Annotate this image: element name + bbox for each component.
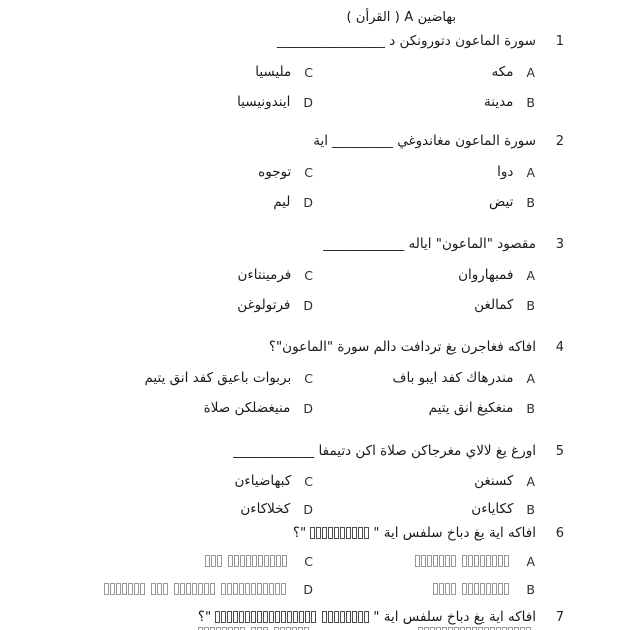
missing-glyph-group: [415, 555, 456, 567]
question-5-line: [40, 443, 564, 463]
option-text: ليم: [273, 194, 291, 210]
missing-glyph-box: [293, 611, 298, 623]
missing-glyph-box: [498, 583, 503, 595]
question-3-options: [40, 260, 535, 320]
question-number: 7: [555, 610, 564, 625]
missing-glyph-box: [358, 611, 363, 623]
question-text-before: افاكه اية يغ دباخ سلفس اية ": [373, 525, 536, 541]
missing-glyph-box: [334, 527, 339, 539]
missing-glyph-box: [328, 611, 333, 623]
missing-glyph-box: [480, 555, 485, 567]
missing-glyph-box: [263, 583, 268, 595]
option-letter: C: [304, 164, 313, 180]
question-1: [40, 33, 564, 117]
missing-glyph-box: [221, 583, 226, 595]
missing-glyph-box: [110, 583, 115, 595]
missing-glyph-box: [364, 527, 369, 539]
question-7-line: [40, 609, 564, 625]
missing-glyph-box: [221, 611, 226, 623]
missing-glyph-box: [322, 611, 327, 623]
missing-glyph-verse: [310, 527, 369, 539]
missing-glyph-box: [474, 555, 479, 567]
question-text: مقصود "الماعون" اياله ____________: [323, 236, 536, 252]
missing-glyph-box: [451, 583, 456, 595]
section-title: بهاضين A ( القرأن ): [346, 10, 456, 25]
option-d: [204, 393, 313, 423]
missing-glyph-box: [480, 583, 485, 595]
missing-glyph-box: [427, 555, 432, 567]
option-d: [273, 187, 313, 217]
question-3-line: [40, 236, 564, 256]
question-number: 3: [555, 237, 564, 252]
question-4-options: [40, 363, 535, 423]
option-a: [497, 157, 535, 187]
option-letter: A: [526, 164, 535, 180]
missing-glyph-box: [468, 555, 473, 567]
missing-glyph-box: [233, 583, 238, 595]
missing-glyph-box: [215, 611, 220, 623]
missing-glyph-box: [352, 527, 357, 539]
missing-glyph-box: [352, 611, 357, 623]
missing-glyph-group: [433, 583, 456, 595]
question-5: [40, 443, 564, 523]
missing-glyph-box: [186, 583, 191, 595]
option-text: ككاياءن: [471, 501, 514, 517]
option-text: مليسيا: [255, 64, 292, 80]
option-letter: B: [526, 94, 535, 110]
missing-glyph-box: [205, 555, 210, 567]
missing-glyph-box: [311, 611, 316, 623]
missing-glyph-box: [462, 583, 467, 595]
question-7-options: [40, 625, 535, 630]
option-letter: C: [304, 473, 313, 489]
option-a: [411, 547, 535, 575]
missing-glyph-box: [346, 611, 351, 623]
missing-glyph-box: [211, 555, 216, 567]
question-text-after: "؟: [197, 609, 212, 625]
question-6-options: [40, 547, 535, 603]
question-4-line: [40, 339, 564, 359]
missing-glyph-box: [275, 611, 280, 623]
option-text: منيغضلكن صلاة: [203, 400, 291, 416]
missing-glyph-box: [239, 583, 244, 595]
missing-glyph-box: [210, 583, 215, 595]
question-6: [40, 525, 564, 603]
option-text: توجوه: [258, 164, 292, 180]
option-letter: C: [304, 64, 313, 80]
missing-glyph-box: [421, 555, 426, 567]
missing-glyph-box: [228, 555, 233, 567]
missing-glyph-box: [504, 583, 509, 595]
question-number: 4: [555, 340, 564, 355]
missing-glyph-box: [116, 583, 121, 595]
missing-glyph-box: [258, 555, 263, 567]
option-letter: B: [526, 400, 535, 416]
missing-glyph-group: [215, 611, 316, 623]
option-c: [194, 625, 313, 630]
option-letter: D: [303, 194, 313, 210]
missing-glyph-verse: [415, 555, 509, 567]
missing-glyph-box: [445, 555, 450, 567]
option-d: [240, 495, 313, 523]
missing-glyph-box: [163, 583, 168, 595]
option-letter: D: [303, 400, 313, 416]
missing-glyph-box: [180, 583, 185, 595]
missing-glyph-box: [104, 583, 109, 595]
missing-glyph-box: [462, 555, 467, 567]
question-number: 1: [555, 34, 564, 49]
missing-glyph-box: [174, 583, 179, 595]
missing-glyph-box: [240, 555, 245, 567]
missing-glyph-group: [310, 527, 369, 539]
option-b: [471, 495, 535, 523]
missing-glyph-group: [174, 583, 215, 595]
missing-glyph-group: [104, 583, 145, 595]
missing-glyph-box: [451, 555, 456, 567]
missing-glyph-verse: [215, 611, 369, 623]
missing-glyph-box: [227, 611, 232, 623]
option-c: [201, 547, 313, 575]
option-letter: B: [526, 501, 535, 517]
option-text: كخلاكاءن: [240, 501, 291, 517]
missing-glyph-box: [445, 583, 450, 595]
missing-glyph-box: [287, 611, 292, 623]
question-7: [40, 609, 564, 630]
option-letter: A: [526, 64, 535, 80]
missing-glyph-box: [340, 611, 345, 623]
missing-glyph-box: [140, 583, 145, 595]
missing-glyph-group: [462, 555, 509, 567]
option-letter: A: [526, 267, 535, 283]
missing-glyph-box: [245, 583, 250, 595]
missing-glyph-box: [433, 583, 438, 595]
option-text: فرمينتاءن: [237, 267, 292, 283]
question-6-line: [40, 525, 564, 545]
missing-glyph-box: [346, 527, 351, 539]
option-letter: C: [304, 267, 313, 283]
missing-glyph-box: [334, 611, 339, 623]
missing-glyph-verse: [205, 555, 287, 567]
missing-glyph-box: [492, 583, 497, 595]
option-letter: D: [303, 94, 313, 110]
missing-glyph-box: [245, 611, 250, 623]
missing-glyph-box: [358, 527, 363, 539]
option-letter: B: [526, 297, 535, 313]
question-number: 2: [555, 134, 564, 149]
missing-glyph-box: [364, 611, 369, 623]
missing-glyph-box: [305, 611, 310, 623]
missing-glyph-box: [340, 527, 345, 539]
missing-glyph-verse: [104, 583, 286, 595]
option-letter: D: [303, 581, 313, 597]
option-b: [484, 87, 535, 117]
missing-glyph-box: [239, 611, 244, 623]
missing-glyph-box: [316, 527, 321, 539]
missing-glyph-box: [486, 583, 491, 595]
missing-glyph-box: [433, 555, 438, 567]
question-text: سورة الماعون مغاندوغي _________ اية: [313, 133, 536, 149]
option-c: [258, 157, 313, 187]
question-text: اورغ يغ لالاي مغرجاكن صلاة اكن دتيمفا ____________: [233, 443, 536, 459]
option-a: [474, 467, 535, 495]
option-letter: C: [304, 553, 313, 569]
missing-glyph-box: [192, 583, 197, 595]
option-b: [429, 393, 535, 423]
question-text-after: "؟: [292, 525, 307, 541]
missing-glyph-box: [198, 583, 203, 595]
missing-glyph-box: [275, 583, 280, 595]
missing-glyph-box: [246, 555, 251, 567]
missing-glyph-box: [310, 527, 315, 539]
missing-glyph-box: [227, 583, 232, 595]
option-letter: A: [526, 370, 535, 386]
option-b: [474, 290, 535, 320]
missing-glyph-box: [269, 583, 274, 595]
option-text: مندرهاك كفد ايبو باف: [392, 370, 514, 386]
missing-glyph-group: [151, 583, 168, 595]
missing-glyph-box: [468, 583, 473, 595]
missing-glyph-group: [322, 611, 369, 623]
missing-glyph-box: [269, 611, 274, 623]
option-letter: C: [304, 370, 313, 386]
option-letter: A: [526, 473, 535, 489]
missing-glyph-group: [228, 555, 287, 567]
missing-glyph-box: [322, 527, 327, 539]
option-letter: B: [526, 194, 535, 210]
missing-glyph-box: [122, 583, 127, 595]
option-text: بربوات باعيق كفد انق يتيم: [144, 370, 292, 386]
option-text: تيض: [489, 194, 514, 210]
missing-glyph-group: [205, 555, 222, 567]
option-text: ايندونيسيا: [237, 94, 291, 110]
missing-glyph-group: [462, 583, 509, 595]
question-text-before: افاكه اية يغ دباخ سلفس اية ": [373, 609, 536, 625]
question-2-line: [40, 133, 564, 153]
missing-glyph-box: [204, 583, 209, 595]
option-text: مكه: [491, 64, 514, 80]
missing-glyph-box: [263, 611, 268, 623]
option-a: [458, 260, 535, 290]
question-4: [40, 339, 564, 423]
question-2-options: [40, 157, 535, 217]
option-letter: D: [303, 297, 313, 313]
option-text: فمبهاروان: [458, 267, 514, 283]
question-1-line: [40, 33, 564, 53]
missing-glyph-box: [257, 583, 262, 595]
option-letter: A: [526, 553, 535, 569]
option-text: منغكيغ انق يتيم: [428, 400, 514, 416]
question-3: [40, 236, 564, 320]
option-c: [255, 57, 313, 87]
missing-glyph-box: [234, 555, 239, 567]
option-c: [238, 260, 313, 290]
missing-glyph-box: [157, 583, 162, 595]
option-letter: D: [303, 501, 313, 517]
missing-glyph-box: [299, 611, 304, 623]
question-text: [293, 525, 536, 541]
question-text: افاكه فغاجرن يغ تردافت دالم سورة "الماعون"؟: [268, 339, 536, 355]
missing-glyph-box: [492, 555, 497, 567]
option-c: [144, 363, 313, 393]
missing-glyph-box: [498, 555, 503, 567]
missing-glyph-box: [415, 555, 420, 567]
missing-glyph-box: [474, 583, 479, 595]
question-text: [198, 609, 536, 625]
option-text: فرتولوغن: [237, 297, 291, 313]
option-text: كبهاضياءن: [234, 473, 292, 489]
question-5-options: [40, 467, 535, 523]
missing-glyph-box: [281, 611, 286, 623]
option-b: [489, 187, 535, 217]
option-a: [414, 625, 535, 630]
missing-glyph-box: [257, 611, 262, 623]
question-1-options: [40, 57, 535, 117]
option-a: [393, 363, 535, 393]
missing-glyph-box: [439, 583, 444, 595]
missing-glyph-verse: [433, 583, 509, 595]
missing-glyph-box: [251, 611, 256, 623]
option-text: كسنغن: [474, 473, 514, 489]
missing-glyph-box: [217, 555, 222, 567]
option-c: [235, 467, 313, 495]
question-text: سورة الماعون دتورونكن د ________________: [276, 33, 536, 49]
option-text: دوا: [497, 164, 514, 180]
option-b: [429, 575, 535, 603]
missing-glyph-box: [252, 555, 257, 567]
option-text: كمالغن: [474, 297, 514, 313]
missing-glyph-box: [233, 611, 238, 623]
question-2: [40, 133, 564, 217]
option-text: مدينة: [484, 94, 514, 110]
option-d: [100, 575, 313, 603]
missing-glyph-box: [151, 583, 156, 595]
option-a: [492, 57, 536, 87]
option-letter: B: [526, 581, 535, 597]
option-d: [237, 290, 313, 320]
missing-glyph-box: [128, 583, 133, 595]
option-d: [237, 87, 313, 117]
missing-glyph-box: [276, 555, 281, 567]
missing-glyph-box: [328, 527, 333, 539]
missing-glyph-box: [251, 583, 256, 595]
missing-glyph-group: [221, 583, 286, 595]
missing-glyph-box: [281, 583, 286, 595]
missing-glyph-box: [264, 555, 269, 567]
question-number: 5: [555, 444, 564, 459]
missing-glyph-box: [134, 583, 139, 595]
missing-glyph-box: [282, 555, 287, 567]
missing-glyph-box: [504, 555, 509, 567]
missing-glyph-box: [439, 555, 444, 567]
question-number: 6: [555, 526, 564, 541]
missing-glyph-box: [486, 555, 491, 567]
missing-glyph-box: [270, 555, 275, 567]
